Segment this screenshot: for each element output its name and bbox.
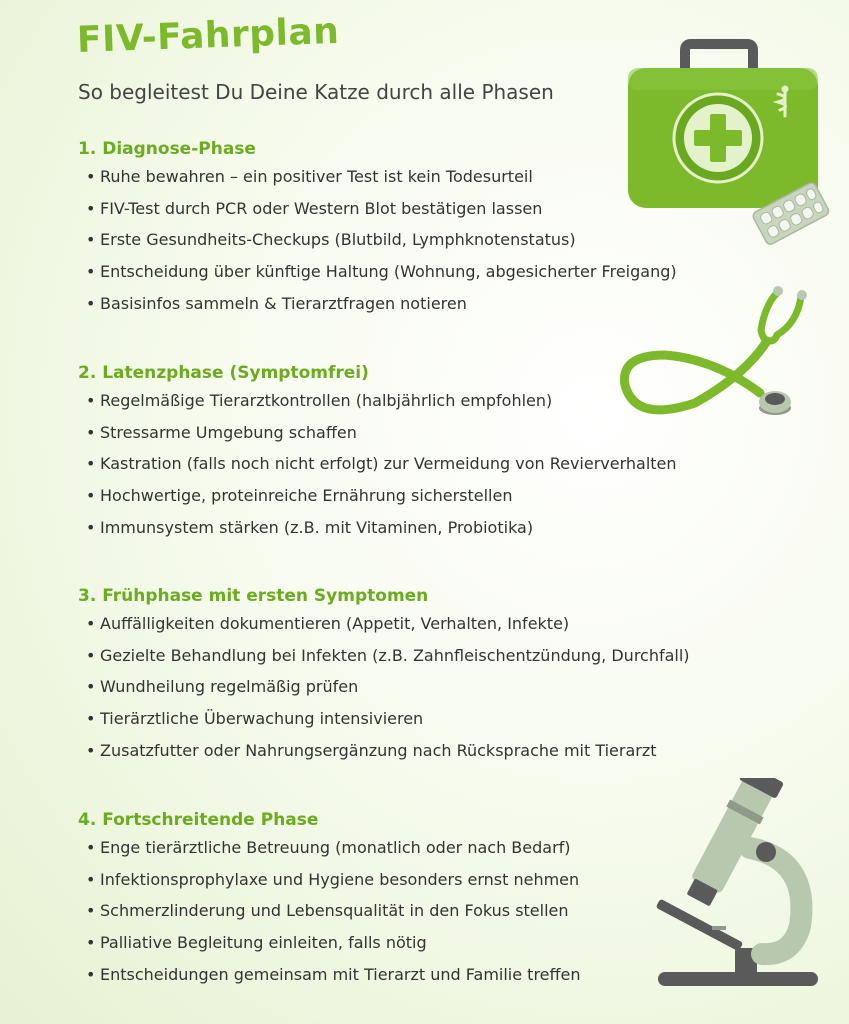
section-heading: 1. Diagnose-Phase bbox=[78, 139, 256, 159]
page-title: FIV-Fahrplan bbox=[76, 10, 340, 61]
page-subtitle: So begleitest Du Deine Katze durch alle Phasen bbox=[78, 80, 554, 104]
list-item: • Gezielte Behandlung bei Infekten (z.B. Zahnfleischentzündung, Durchfall) bbox=[78, 646, 778, 666]
list-item: • Stressarme Umgebung schaffen bbox=[78, 423, 778, 443]
list-item: • Entscheidungen gemeinsam mit Tierarzt und Familie treffen bbox=[78, 965, 778, 985]
list-item: • Zusatzfutter oder Nahrungsergänzung nach Rücksprache mit Tierarzt bbox=[78, 741, 778, 761]
list-item: • Enge tierärztliche Betreuung (monatlich oder nach Bedarf) bbox=[78, 838, 778, 858]
list-item: • Kastration (falls noch nicht erfolgt) zur Vermeidung von Revierverhalten bbox=[78, 454, 778, 474]
list-item: • Auffälligkeiten dokumentieren (Appetit, Verhalten, Infekte) bbox=[78, 614, 778, 634]
section-heading: 2. Latenzphase (Symptomfrei) bbox=[78, 363, 369, 383]
list-item: • Wundheilung regelmäßig prüfen bbox=[78, 677, 778, 697]
list-item: • Ruhe bewahren – ein positiver Test ist kein Todesurteil bbox=[78, 167, 778, 187]
stethoscope-icon bbox=[615, 275, 820, 435]
list-item: • Regelmäßige Tierarztkontrollen (halbjährlich empfohlen) bbox=[78, 391, 778, 411]
microscope-icon bbox=[650, 778, 830, 993]
list-item: • Basisinfos sammeln & Tierarztfragen notieren bbox=[78, 294, 778, 314]
section-heading: 3. Frühphase mit ersten Symptomen bbox=[78, 586, 429, 606]
checklist bbox=[78, 614, 778, 761]
list-item: • Hochwertige, proteinreiche Ernährung sicherstellen bbox=[78, 486, 778, 506]
pill-blister-icon bbox=[748, 178, 833, 250]
list-item: • Erste Gesundheits-Checkups (Blutbild, Lymphknotenstatus) bbox=[78, 230, 778, 250]
list-item: • Immunsystem stärken (z.B. mit Vitaminen, Probiotika) bbox=[78, 518, 778, 538]
list-item: • FIV-Test durch PCR oder Western Blot bestätigen lassen bbox=[78, 199, 778, 219]
list-item: • Palliative Begleitung einleiten, falls nötig bbox=[78, 933, 778, 953]
list-item: • Schmerzlinderung und Lebensqualität in den Fokus stellen bbox=[78, 901, 778, 921]
section-fruehphase bbox=[78, 585, 778, 772]
list-item: • Entscheidung über künftige Haltung (Wohnung, abgesicherter Freigang) bbox=[78, 262, 778, 282]
list-item: • Infektionsprophylaxe und Hygiene besonders ernst nehmen bbox=[78, 870, 778, 890]
section-heading: 4. Fortschreitende Phase bbox=[78, 810, 319, 830]
list-item: • Tierärztliche Überwachung intensivieren bbox=[78, 709, 778, 729]
